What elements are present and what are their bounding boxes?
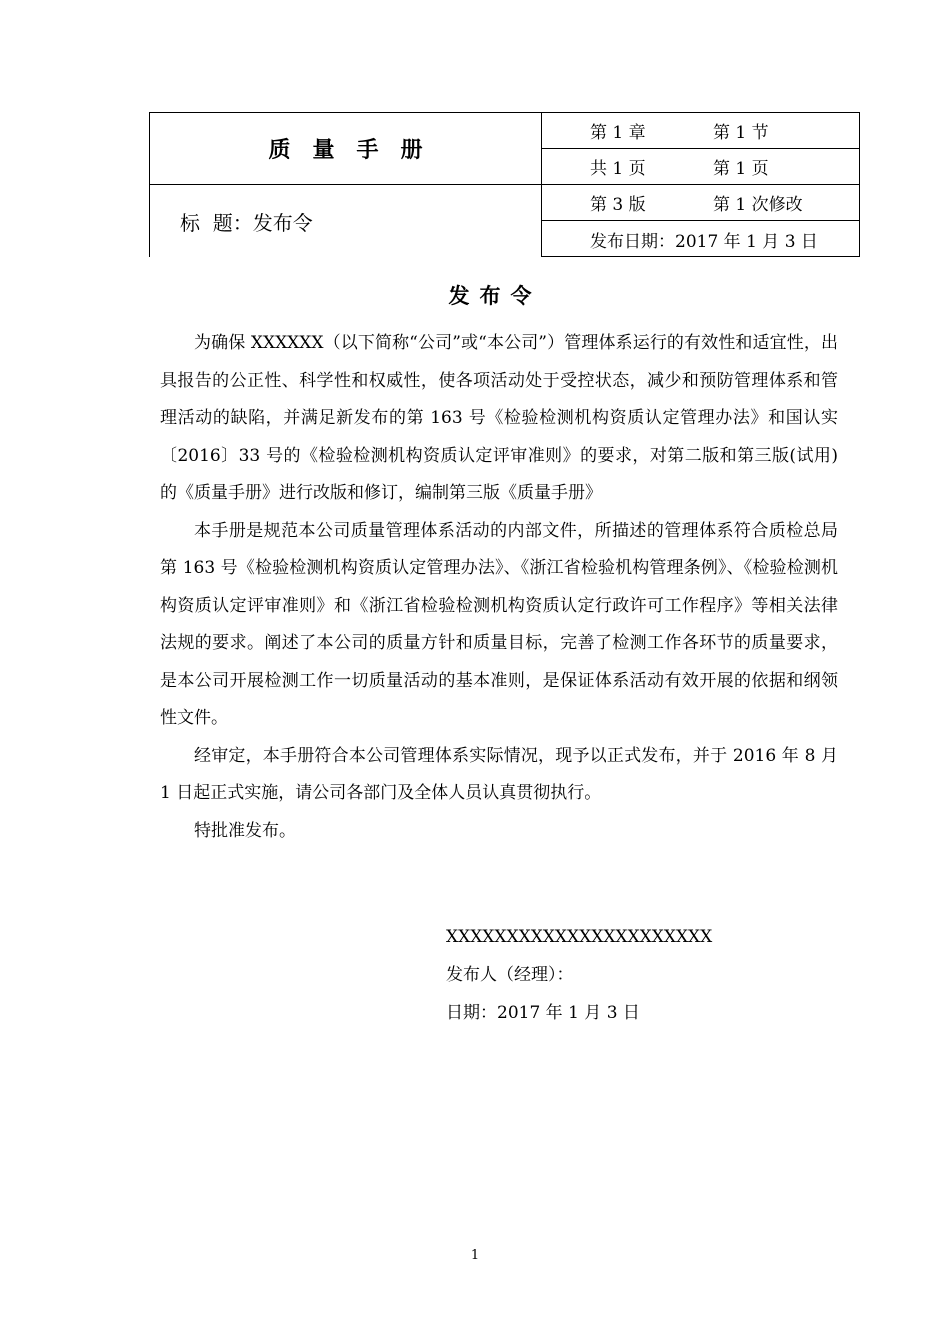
edition-cell — [542, 185, 859, 221]
paragraph-scope: 本手册是规范本公司质量管理体系活动的内部文件，所描述的管理体系符合质检总局第 163 号《检验检测机构资质认定管理办法》、《浙江省检验机构管理条例》、《检验检测机构资质认定评审准则》和《浙江省检验检测机构资质认定行政许可工作程序》等相关法律法规的要求。阐述了本公司的质量方针和质量目标，完善了检测工作各环节的质量要求，是本公司开展检测工作一切质量活动的基本准则，是保证体系活动有效开展的依据和纲领性文件。 — [160, 520, 838, 728]
signature-block — [446, 918, 846, 1032]
signature-date: 日期：2017 年 1 月 3 日 — [446, 1003, 640, 1023]
current-page-label: 第 1 页 — [713, 159, 769, 179]
header-left-block — [149, 112, 541, 257]
subject-title — [150, 185, 541, 257]
section-label: 第 1 节 — [713, 123, 769, 143]
page-count-cell — [542, 149, 859, 185]
page-number: 1 — [470, 1248, 480, 1263]
paragraph-effective: 经审定，本手册符合本公司管理体系实际情况，现予以正式发布，并于 2016 年 8 月 1 日起正式实施，请公司各部门及全体人员认真贯彻执行。 — [160, 745, 838, 803]
revision-label: 第 1 次修改 — [713, 195, 803, 215]
issuer-line: 发布人（经理）： — [446, 965, 574, 985]
paragraph-purpose: 为确保 XXXXXX（以下简称“公司”或“本公司”）管理体系运行的有效性和适宜性，出具报告的公正性、科学性和权威性，使各项活动处于受控状态，减少和预防管理体系和管理活动的缺陷，并满足新发布的第 163 号《检验检测机构资质认定管理办法》和国认实〔2016〕33 号的《检验检测机构资质认定评审准则》的要求，对第二版和第三版(试用) 的《质量手册》进行改版和修订，编制第三版《质量手册》 — [160, 333, 838, 503]
paragraph-approval: 特批准发布。 — [194, 820, 296, 841]
subject-text: 标 题：发布令 — [180, 210, 313, 235]
chapter-label: 第 1 章 — [590, 123, 646, 143]
release-date-cell — [542, 221, 859, 257]
header-info-cells — [541, 112, 860, 257]
header-table — [149, 112, 860, 257]
manual-title: 质量手册 — [150, 113, 541, 185]
document-title: 发布令 — [448, 283, 542, 308]
release-date-label: 发布日期：2017 年 1 月 3 日 — [590, 231, 818, 252]
company-name: XXXXXXXXXXXXXXXXXXXXXX — [446, 927, 713, 947]
total-pages-label: 共 1 页 — [590, 159, 646, 179]
edition-label: 第 3 版 — [590, 195, 646, 215]
document-body — [160, 325, 838, 850]
chapter-section-cell — [542, 113, 859, 149]
